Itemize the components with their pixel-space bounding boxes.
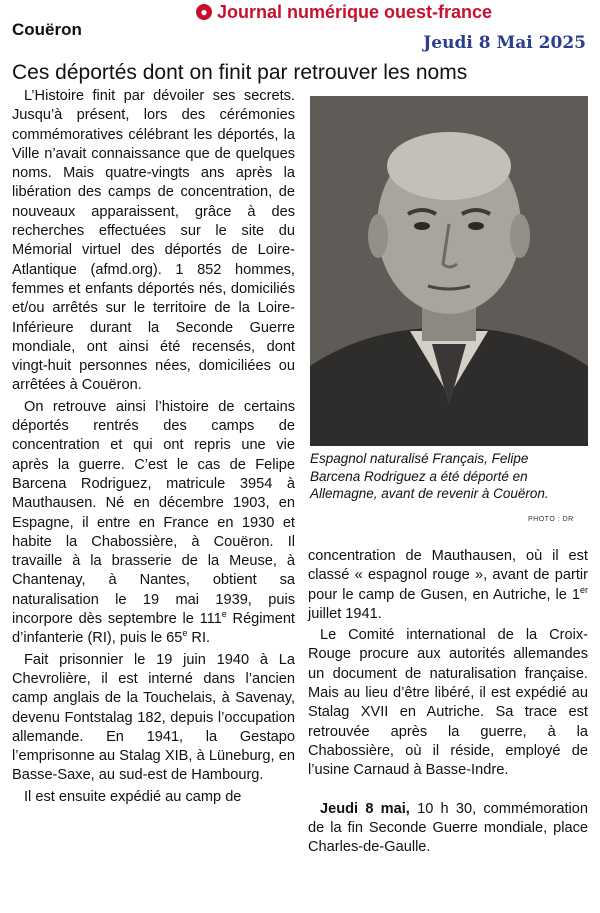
section-town: Couëron (12, 20, 82, 39)
paragraph-text: concentration de Mauthausen, où il est classé « espagnol rouge », avant de partir pour le camp de Gusen, en Autriche, le 1 (308, 548, 588, 603)
publication-label: Journal numérique ouest-france (217, 2, 493, 22)
publication-name (196, 2, 492, 23)
photo-credit: PHOTO : DR (528, 516, 574, 523)
superscript: e (182, 628, 188, 639)
article-paragraph-continued (308, 547, 588, 624)
portrait-drawing (310, 96, 588, 446)
superscript: er (579, 584, 588, 595)
article-column-right (308, 547, 588, 857)
paragraph-text: juillet 1941. (308, 605, 382, 622)
article-paragraph: Fait prisonnier le 19 juin 1940 à La Chevrolière, il est interné dans l’ancien camp anglais de la Touchelais, à Savenay, devenu Fontstalag 182, depuis l’occupation allemande. En 1941, la Gestapo l’emprisonne au Stalag XIB, à Lüneburg, en Basse-Saxe, au sud-est de Hambourg. (12, 651, 295, 784)
publication-date: Jeudi 8 Mai 2025 (423, 33, 586, 53)
article-paragraph: Le Comité international de la Croix-Rouge procure aux autorités allemandes un document de naturalisation française. Mais au lieu d’être libéré, il est expédié au Stalag XVII en Autriche. Sa trace est retrouvée après la guerre, à la Chabossière, où il réside, employé de l’usine Carnaud à Basse-Indre. (308, 627, 588, 779)
event-notice (308, 800, 588, 858)
photo-caption: Espagnol naturalisé Français, Felipe Barcena Rodriguez a été déporté en Allemagne, avant de revenir à Couëron. (310, 451, 549, 501)
article-paragraph: Il est ensuite expédié au camp de (24, 788, 242, 805)
article-paragraph: L’Histoire finit par dévoiler ses secrets. Jusqu’à présent, lors des cérémonies commémoratives célébrant les déportés, la Ville n’avait connaissance que de quelques noms. Mais quatre-vingts ans après la libération des camps de concentration, de nouveaux apparaissent, grâce à des recherches effectuées sur le site du Mémorial virtuel des déportés de Loire-Atlantique (afmd.org). 1 852 hommes, femmes et enfants déportés nés, domiciliés et/ou arrêtés sur le territoire de la Loire-Inférieure durant la Seconde Guerre mondiale, ont ainsi été recensés, dont vingt-huit personnes nées, domiciliées ou arrêtées à Couëron. (12, 88, 295, 394)
portrait-photo (310, 96, 588, 446)
ouest-france-logo-icon: ● (196, 4, 212, 20)
superscript: e (221, 609, 227, 620)
article-headline: Ces déportés dont on finit par retrouver les noms (12, 61, 468, 84)
paragraph-text: On retrouve ainsi l’histoire de certains déportés rentrés des camps de concentration et qui ont repris une vie après la guerre. C’est le cas de Felipe Barcena Rodriguez, matricule 3954 à Mauthausen. Né en décembre 1903, en Espagne, il entre en France en 1930 et habite la Chabossière, à Couëron. Il travaille à la brasserie de la Meuse, à Chantenay, à Nantes, obtient sa naturalisation le 19 mai 1939, puis incorpore dès septembre le 111 (12, 398, 295, 628)
event-details: 10 h 30, commémoration de la fin Seconde Guerre mondiale, place Charles-de-Gaulle. (308, 800, 588, 856)
article-column-left (12, 87, 295, 807)
article-paragraph (12, 398, 295, 649)
paragraph-text: RI. (187, 630, 211, 647)
paragraph-text: Régiment d’infanterie (RI), puis le 65 (12, 611, 295, 647)
event-date: Jeudi 8 mai, (320, 800, 410, 817)
